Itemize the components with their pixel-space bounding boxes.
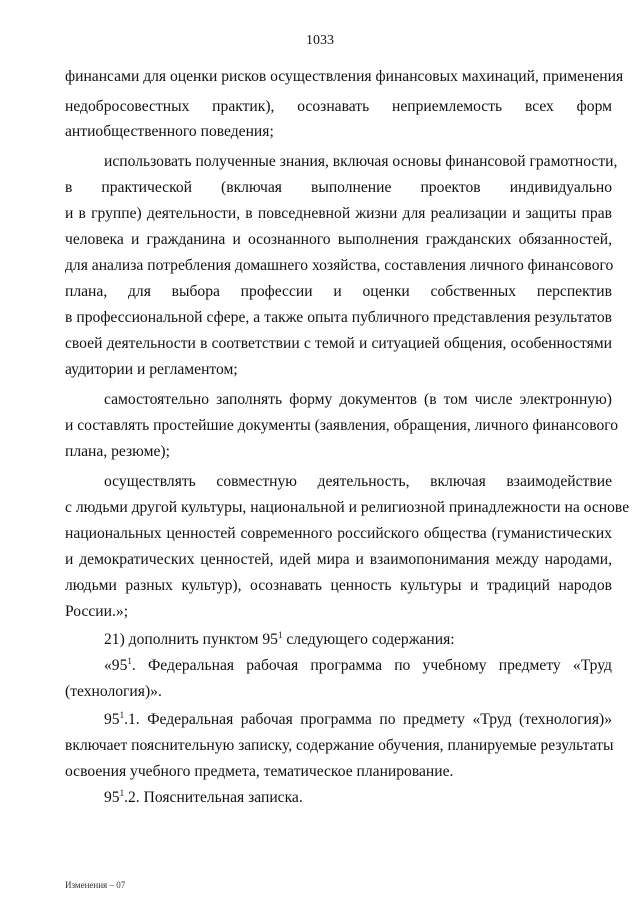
amendment-item-21: 21) дополнить пунктом $95^1$ следующего содержания: <box>104 630 455 648</box>
text-line: использовать полученные знания, включая основы финансовой грамотности, <box>104 153 618 170</box>
text-line: аудитории и регламентом; <box>65 361 238 378</box>
text-line: человека и гражданина и осознанного выполнения гражданских обязанностей, <box>65 231 612 248</box>
text-line: самостоятельно заполнять форму документов (в том числе электронную) <box>104 391 612 408</box>
text-line: с людьми другой культуры, национальной и религиозной принадлежности на основе <box>65 499 630 516</box>
text-line: включает пояснительную записку, содержание обучения, планируемые результаты <box>65 737 614 754</box>
text-line: и составлять простейшие документы (заявления, обращения, личного финансового <box>65 417 619 434</box>
text-line: в профессиональной сфере, а также опыта публичного представления результатов <box>65 309 612 326</box>
text-line: осуществлять совместную деятельность, включая взаимодействие <box>104 473 612 490</box>
page-number: 1033 <box>306 33 334 48</box>
footer-label: Изменения – 07 <box>65 880 126 890</box>
text-line: для анализа потребления домашнего хозяйства, составления личного финансового <box>65 257 614 274</box>
text-line: и демократических ценностей, идей мира и взаимопонимания между народами, <box>65 551 612 568</box>
text-line: национальных ценностей современного российского общества (гуманистических <box>65 525 612 542</box>
text-line: и в группе) деятельности, в повседневной жизни для реализации и защиты прав <box>65 205 612 222</box>
text-line: плана, резюме); <box>65 443 170 460</box>
text-line: антиобщественного поведения; <box>65 123 274 140</box>
text-line: недобросовестных практик), осознавать неприемлемость всех форм <box>65 98 612 115</box>
section-title-cont: (технология)». <box>65 683 162 700</box>
paragraph-95-1: $95^1.1$. Федеральная рабочая программа по предмету «Труд (технология)» <box>104 710 612 728</box>
text-line: в практической (включая выполнение проектов индивидуально <box>65 179 612 196</box>
text-line: своей деятельности в соответствии с темой и ситуацией общения, особенностями <box>65 335 612 352</box>
text-line: освоения учебного предмета, тематическое планирование. <box>65 763 454 780</box>
text-line: финансами для оценки рисков осуществления финансовых махинаций, применения <box>65 68 624 85</box>
paragraph-95-2: $95^1.2$. Пояснительная записка. <box>104 788 303 806</box>
text-line: людьми разных культур), осознавать ценность культуры и традиций народов <box>65 577 612 594</box>
section-title: «$95^1$. Федеральная рабочая программа по учебному предмету «Труд <box>104 656 612 674</box>
text-line: плана, для выбора профессии и оценки собственных перспектив <box>65 283 612 300</box>
text-line: России.»; <box>65 603 129 620</box>
